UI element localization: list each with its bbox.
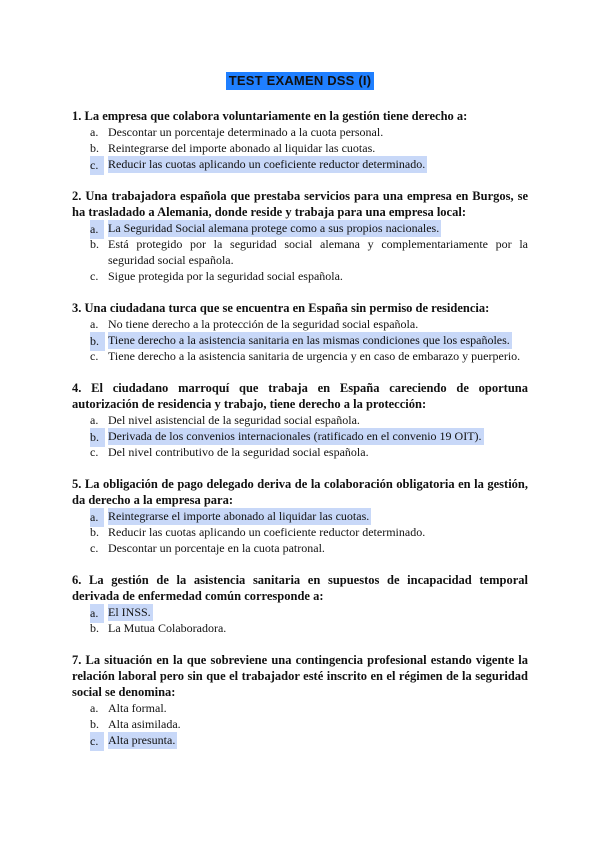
question-1 — [72, 108, 528, 172]
option-text: Descontar un porcentaje determinado a la cuota personal. — [108, 125, 384, 139]
option-text: Alta asimilada. — [108, 717, 181, 731]
option-text: Del nivel asistencial de la seguridad social española. — [108, 413, 360, 427]
option-text: No tiene derecho a la protección de la seguridad social española. — [108, 317, 419, 331]
option-text: El INSS. — [108, 605, 151, 619]
option-letter: b. — [90, 237, 99, 251]
question-7 — [72, 652, 528, 748]
question-text: 3. Una ciudadana turca que se encuentra en España sin permiso de residencia: — [72, 301, 490, 315]
option-letter: c. — [90, 541, 99, 555]
question-2 — [72, 188, 528, 284]
option-letter: a. — [90, 220, 104, 239]
option-a-highlighted — [72, 508, 528, 524]
question-4 — [72, 380, 528, 460]
option-c-highlighted — [72, 156, 528, 172]
option-letter: b. — [90, 525, 99, 539]
option-text: Tiene derecho a la asistencia sanitaria en las mismas condiciones que los españoles. — [108, 333, 510, 347]
option-text: Reducir las cuotas aplicando un coeficiente reductor determinado. — [108, 157, 426, 171]
option-text: La Mutua Colaboradora. — [108, 621, 227, 635]
option-b-highlighted — [72, 428, 528, 444]
option-b — [72, 620, 528, 636]
option-text: Reintegrarse del importe abonado al liquidar las cuotas. — [108, 141, 376, 155]
option-b — [72, 524, 528, 540]
question-text: 6. La gestión de la asistencia sanitaria en supuestos de incapacidad temporal derivada de enfermedad común corresponde a: — [72, 573, 528, 603]
option-letter: c. — [90, 269, 99, 283]
option-a — [72, 412, 528, 428]
question-text: 4. El ciudadano marroquí que trabaja en España careciendo de oportuna autorización de residencia y trabajo, tiene derecho a la protección: — [72, 381, 528, 411]
option-c-highlighted — [72, 732, 528, 748]
option-text: Descontar un porcentaje en la cuota patronal. — [108, 541, 325, 555]
option-text: Reducir las cuotas aplicando un coeficiente reductor determinado. — [108, 525, 426, 539]
title-wrapper — [0, 72, 600, 90]
option-letter: a. — [90, 701, 99, 715]
question-6 — [72, 572, 528, 636]
option-b — [72, 236, 528, 268]
option-letter: a. — [90, 317, 99, 331]
option-letter: c. — [90, 349, 99, 363]
option-text: La Seguridad Social alemana protege como a sus propios nacionales. — [108, 221, 440, 235]
option-text: Sigue protegida por la seguridad social española. — [108, 269, 343, 283]
option-b — [72, 716, 528, 732]
option-text: Está protegido por la seguridad social alemana y complementariamente por la seguridad social española. — [108, 237, 528, 267]
option-a-highlighted — [72, 604, 528, 620]
option-b — [72, 140, 528, 156]
option-text: Reintegrarse el importe abonado al liquidar las cuotas. — [108, 509, 370, 523]
question-3 — [72, 300, 528, 364]
option-text: Alta formal. — [108, 701, 167, 715]
option-a — [72, 700, 528, 716]
option-text: Del nivel contributivo de la seguridad social española. — [108, 445, 369, 459]
option-c — [72, 348, 528, 364]
option-letter: c. — [90, 156, 104, 175]
option-letter: a. — [90, 125, 99, 139]
option-text: Derivada de los convenios internacionales (ratificado en el convenio 19 OIT). — [108, 429, 482, 443]
option-letter: c. — [90, 445, 99, 459]
option-c — [72, 444, 528, 460]
question-text: 7. La situación en la que sobreviene una contingencia profesional estando vigente la relación laboral pero sin que el trabajador esté inscrito en el régimen de la seguridad social se denomina: — [72, 653, 528, 699]
option-letter: a. — [90, 413, 99, 427]
option-letter: c. — [90, 732, 104, 751]
option-letter: b. — [90, 428, 105, 447]
option-letter: a. — [90, 508, 104, 527]
option-text: Tiene derecho a la asistencia sanitaria de urgencia y en caso de embarazo y puerperio. — [108, 349, 521, 363]
question-text: 2. Una trabajadora española que prestaba servicios para una empresa en Burgos, se ha trasladado a Alemania, donde reside y trabaja para una empresa local: — [72, 189, 528, 219]
option-letter: b. — [90, 621, 99, 635]
option-a — [72, 124, 528, 140]
option-c — [72, 268, 528, 284]
question-text: 1. La empresa que colabora voluntariamente en la gestión tiene derecho a: — [72, 109, 468, 123]
option-letter: b. — [90, 141, 99, 155]
option-c — [72, 540, 528, 556]
option-text: Alta presunta. — [108, 733, 176, 747]
question-5 — [72, 476, 528, 556]
question-text: 5. La obligación de pago delegado deriva de la colaboración obligatoria en la gestión, da derecho a la empresa para: — [72, 477, 528, 507]
page-title: TEST EXAMEN DSS (I) — [226, 72, 374, 90]
option-a-highlighted — [72, 220, 528, 236]
option-b-highlighted — [72, 332, 528, 348]
option-a — [72, 316, 528, 332]
option-letter: a. — [90, 604, 104, 623]
option-letter: b. — [90, 332, 105, 351]
option-letter: b. — [90, 717, 99, 731]
